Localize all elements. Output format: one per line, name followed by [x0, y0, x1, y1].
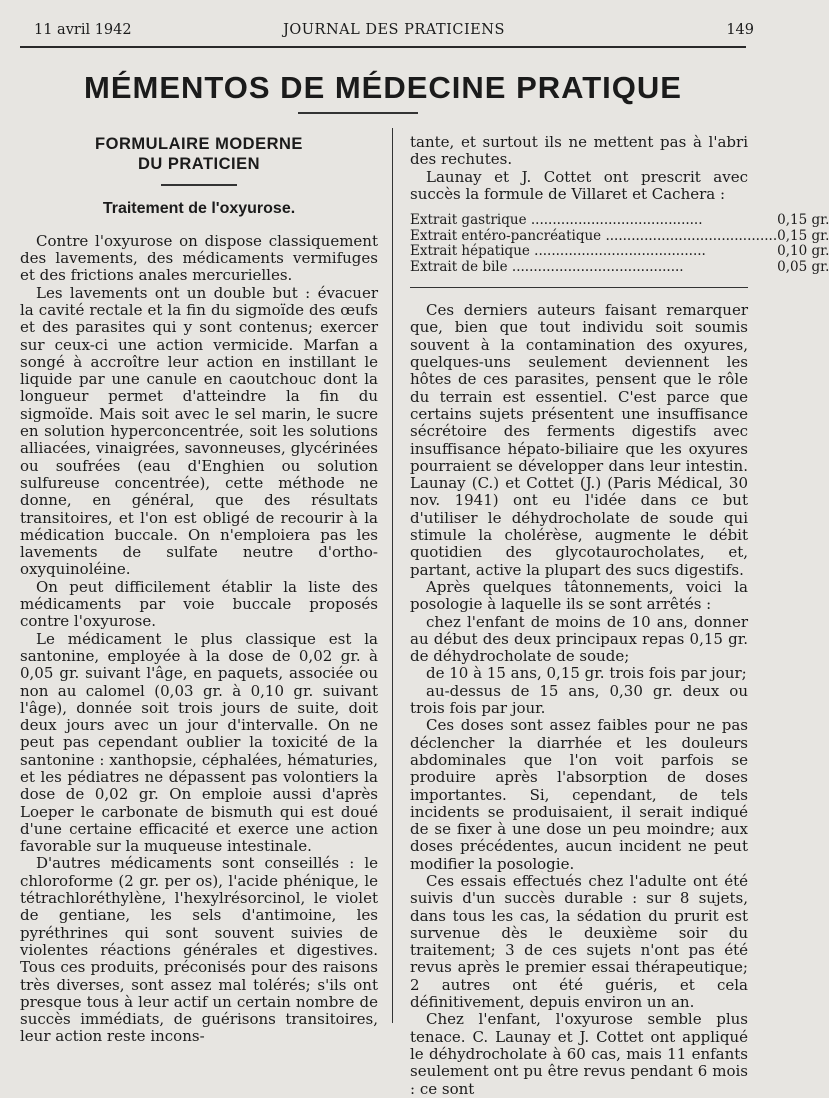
section-subtitle-line-1: FORMULAIRE MODERNE: [95, 135, 303, 153]
right-paragraph-4: de 10 à 15 ans, 0,15 gr. trois fois par jour;: [426, 664, 747, 683]
formula-row: [410, 229, 829, 245]
left-paragraph-5: D'autres médicaments sont conseillés : le chloroforme (2 gr. per os), l'acide phénique, le tétrachloréthylène, l'hexylrésorcinol, le violet de gentiane, les sels d'antimoine, les pyréthrines qui sont souvent suivies de violentes réactions générales et digestives. Tous ces produits, préconisés pour des raisons très diverses, sont assez mal tolérés; s'ils ont presque tous à leur actif un certain nombre de succès immédiats, de guérisons transitoires, leur action reste incons-: [20, 854, 378, 1046]
formula-ingredient: Extrait de bile ........................................: [410, 258, 684, 275]
header-journal-name: JOURNAL DES PRATICIENS: [283, 22, 505, 38]
running-header: [34, 22, 754, 44]
left-paragraph-4: Le médicament le plus classique est la santonine, employée à la dose de 0,02 gr. à 0,05 gr. suivant l'âge, en paquets, associée ou non au calomel (0,03 gr. à 0,10 gr. suivant l'âge), donnée soit trois jours de suite, doit deux jours avec un jour d'intervalle. On ne peut pas cependant oublier la toxicité de la santonine : xanthopsie, céphalées, hématuries, et les pédiatres ne dépassent pas volontiers la dose de 0,02 gr. On emploie aussi d'après Loeper le carbonate de bismuth qui est doué d'une certaine efficacité et exerce une action favorable sur la muqueuse intestinale.: [20, 629, 378, 856]
right-paragraph-3: chez l'enfant de moins de 10 ans, donner au début des deux principaux repas 0,15 gr. de déhydrocholate de soude;: [410, 612, 748, 666]
right-paragraph-6: Ces doses sont assez faibles pour ne pas déclencher la diarrhée et les douleurs abdominales que l'on voit parfois se produire après l'absorption de doses importantes. Si, cependant, de tels incidents se produisaient, il serait indiqué de se fixer à une dose un peu moindre; aux doses précédentes, aucun incident ne peut modifier la posologie.: [410, 716, 748, 873]
formula-ingredient: Extrait gastrique ........................................: [410, 212, 703, 229]
section-subtitle-line-2: DU PRATICIEN: [137, 155, 261, 173]
formula-intro-paragraph: Launay et J. Cottet ont prescrit avec succès la formule de Villaret et Cachera :: [410, 167, 748, 203]
column-separator: [392, 128, 393, 1023]
left-paragraph-1: Contre l'oxyurose on dispose classiquement des lavements, des médicaments vermifuges et des frictions anales mercurielles.: [20, 231, 378, 285]
right-paragraph-1: Ces derniers auteurs faisant remarquer que, bien que tout individu soit soumis souvent à la contamination des oxyures, quelques-uns seulement deviennent les hôtes de ces parasites, pensent que le rôle du terrain est essentiel. C'est parce que certains sujets présentent une insuffisance sécrétoire des ferments digestifs avec insuffisance hépato-biliaire que les oxyures pourraient se développer dans leur intestin. Launay (C.) et Cottet (J.) (Paris Médical, 30 nov. 1941) ont eu l'idée dans ce but d'utiliser le déhydrocholate de soude qui stimule la cholérèse, augmente le débit quotidien des glycotaurocholates, et, partant, active la plupart des sucs digestifs.: [410, 301, 748, 579]
right-paragraph-5: au-dessus de 15 ans, 0,30 gr. deux ou trois fois par jour.: [410, 681, 748, 718]
right-column: [410, 133, 829, 1098]
formula-row: [410, 260, 829, 276]
formula-dose: 0,15 gr.: [777, 227, 829, 244]
header-date: 11 avril 1942: [34, 22, 132, 38]
header-rule: [20, 46, 746, 48]
formula-dose: 0,10 gr.: [777, 243, 829, 260]
formula-row: [410, 244, 829, 260]
right-paragraph-8: Chez l'enfant, l'oxyurose semble plus tenace. C. Launay et J. Cottet ont appliqué le déhydrocholate à 60 cas, mais 11 enfants seulement ont pu être revus pendant 6 mois : ce sont: [410, 1010, 748, 1098]
page-title: MÉMENTOS DE MÉDECINE PRATIQUE: [84, 70, 682, 105]
left-paragraph-2: Les lavements ont un double but : évacuer la cavité rectale et la fin du sigmoïde des œufs et des parasites qui y sont contenus; exercer sur ceux-ci une action vermicide. Marfan a songé à accroître leur action en instillant le liquide par une canule en caoutchouc dont la longueur permet d'atteindre la fin du sigmoïde. Mais soit avec le sel marin, le sucre en solution hyperconcentrée, soit les solutions alliacées, vinaigrées, savonneuses, glycérinées ou soufrées (eau d'Enghien ou solution sulfureuse concentrée), cette méthode ne donne, en général, que des résultats transitoires, et l'on est obligé de recourir à la médication buccale. On n'emploiera pas les lavements de sulfate neutre d'ortho-oxyquinoléine.: [20, 283, 378, 579]
formula-dose: 0,15 gr.: [777, 212, 829, 229]
section-subtitle: [20, 134, 378, 174]
header-page-number: 149: [726, 22, 754, 38]
right-intro-paragraph: tante, et surtout ils ne mettent pas à l'abri des rechutes.: [410, 133, 748, 169]
subtitle-rule: [161, 184, 237, 186]
article-heading: Traitement de l'oxyurose.: [102, 199, 296, 217]
formula-rule: [410, 287, 748, 288]
formula-dose: 0,05 gr.: [777, 258, 829, 275]
title-rule: [298, 112, 418, 114]
formula-table: [410, 213, 829, 275]
formula-ingredient: Extrait entéro-pancréatique ........................................: [410, 227, 778, 244]
right-paragraph-2: Après quelques tâtonnements, voici la posologie à laquelle ils se sont arrêtés :: [410, 577, 748, 614]
formula-ingredient: Extrait hépatique ........................................: [410, 243, 706, 260]
left-column: [20, 134, 378, 1046]
right-paragraph-7: Ces essais effectués chez l'adulte ont été suivis d'un succès durable : sur 8 sujets, dans tous les cas, la sédation du prurit est survenue dès le deuxième soir du traitement; 3 de ces sujets n'ont pas été revus après le premier essai thérapeutique; 2 autres ont été guéris, et cela définitivement, depuis environ un an.: [410, 871, 748, 1012]
left-paragraph-3: On peut difficilement établir la liste des médicaments par voie buccale proposés contre l'oxyurose.: [20, 577, 378, 631]
formula-row: [410, 213, 829, 229]
